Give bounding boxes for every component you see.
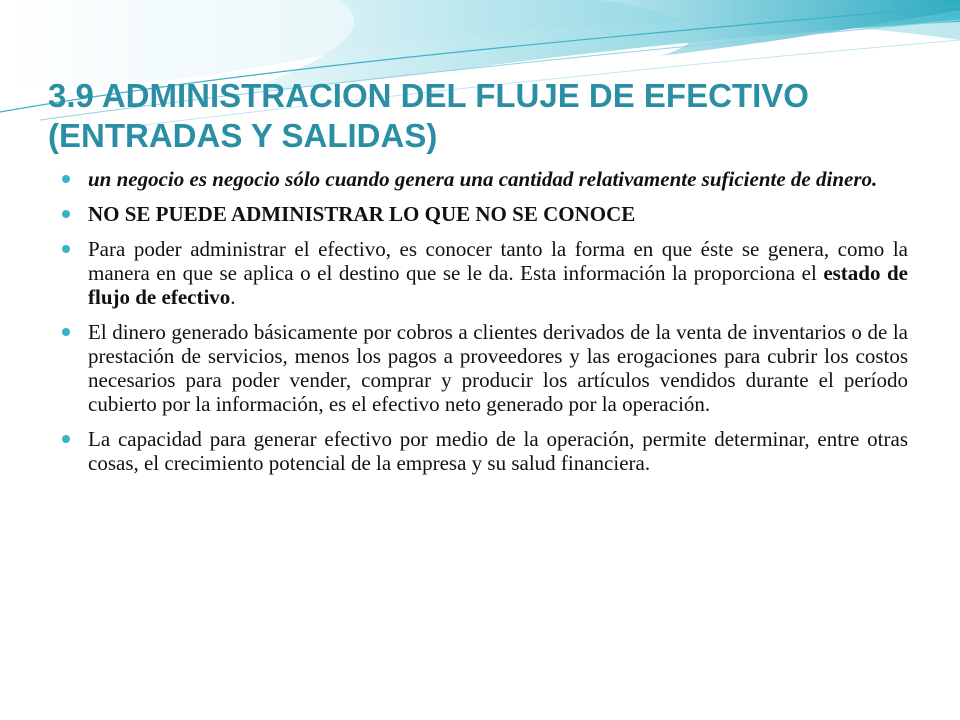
bullet-text: La capacidad para generar efectivo por medio de la operación, permite determinar, entre otras cosas, el crecimiento potencial de la empresa y su salud financiera. xyxy=(88,427,908,475)
bullet-item xyxy=(62,320,908,416)
bullet-item xyxy=(62,427,908,475)
bullet-dot-icon xyxy=(62,435,70,443)
bullet-dot-icon xyxy=(62,210,70,218)
bullet-text xyxy=(88,237,908,309)
bullet-item xyxy=(62,202,908,226)
bullet-dot-icon xyxy=(62,245,70,253)
bullet-text: NO SE PUEDE ADMINISTRAR LO QUE NO SE CONOCE xyxy=(88,202,636,226)
bullet-item xyxy=(62,167,908,191)
bullet-item xyxy=(62,237,908,309)
slide-title xyxy=(48,76,908,156)
bullet-dot-icon xyxy=(62,328,70,336)
title-line-2: (ENTRADAS Y SALIDAS) xyxy=(48,117,438,154)
title-line-1: 3.9 ADMINISTRACION DEL FLUJE DE EFECTIVO xyxy=(48,77,809,114)
bullet-list xyxy=(62,167,908,486)
bullet-text: un negocio es negocio sólo cuando genera una cantidad relativamente suficiente de dinero. xyxy=(88,167,878,191)
bullet-dot-icon xyxy=(62,175,70,183)
bullet-text-part: Para poder administrar el efectivo, es conocer tanto la forma en que éste se genera, como la manera en que se aplica o el destino que se le da. Esta información la proporciona el xyxy=(88,237,908,285)
bullet-emphasis: estado de flujo de efectivo xyxy=(88,261,908,309)
bullet-text: El dinero generado básicamente por cobros a clientes derivados de la venta de inventarios o de la prestación de servicios, menos los pagos a proveedores y las erogaciones para cubrir los costos necesarios para poder vender, comprar y producir los artículos vendidos durante el período cubierto por la información, es el efectivo neto generado por la operación. xyxy=(88,320,908,416)
bullet-text-part: . xyxy=(230,285,236,309)
